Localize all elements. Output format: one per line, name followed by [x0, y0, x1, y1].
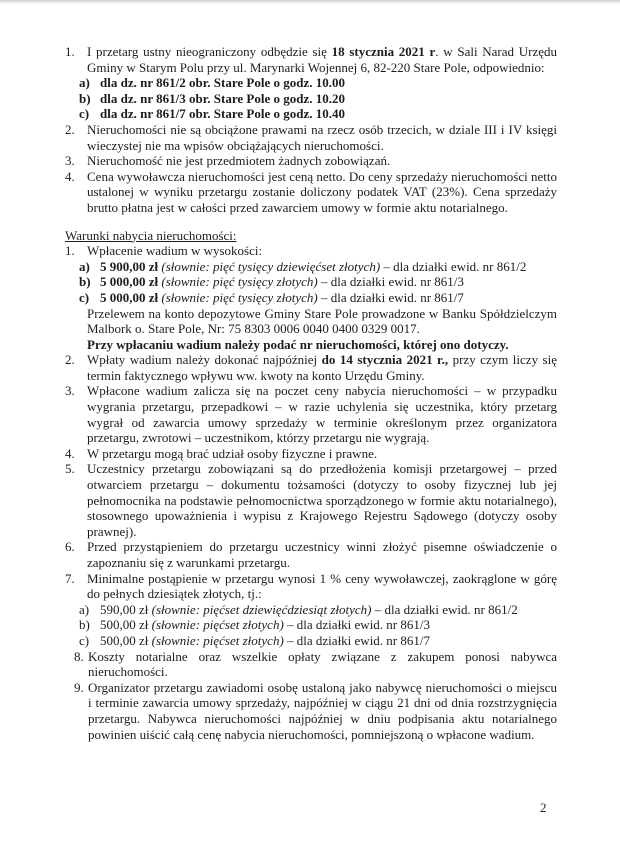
item-number: 2.: [65, 352, 75, 368]
item-number: 4.: [65, 168, 75, 184]
sub-item-text: dla dz. nr 861/2 obr. Stare Pole o godz. 10.00: [100, 75, 345, 91]
increment-amount: 500,00 zł: [100, 617, 152, 633]
item-body: [79, 44, 557, 122]
item-text: Cena wywoławcza nieruchomości jest ceną netto. Do ceny sprzedaży nieruchomości netto ustalonej w wyniku przetargu zostanie doliczony podatek VAT (23%). Cena sprzedaży brutto płatna jest w całości przed zawarciem umowy w formie aktu notarialnego.: [87, 168, 557, 215]
amount-in-words: (słownie: pięćset dziewięćdziesiąt złotych): [151, 601, 372, 617]
terms-item-3: [65, 383, 557, 445]
sub-item-text: dla dz. nr 861/3 obr. Stare Pole o godz. 10.20: [100, 90, 345, 106]
item-body: [87, 352, 557, 383]
section-heading-text: Warunki nabycia nieruchomości:: [65, 227, 237, 243]
sub-item-letter: a): [79, 601, 90, 617]
item-number: 6.: [65, 539, 75, 555]
wadium-bold-note: Przy wpłacaniu wadium należy podać nr nieruchomości, której ono dotyczy.: [87, 336, 509, 352]
item-number: 9.: [74, 679, 84, 695]
section-heading: [65, 228, 557, 244]
item-text: Minimalne postąpienie w przetargu wynosi 1 % ceny wywoławczej, zaokrąglone w górę do pełnych dziesiątek złotych, tj.:: [87, 570, 557, 602]
item-number: 1.: [65, 44, 75, 59]
scan-artifact-top: [0, 0, 620, 4]
sub-item-letter: a): [79, 75, 90, 91]
intro-item-1: [65, 44, 557, 122]
plot-reference: – dla działki ewid. nr 861/7: [317, 289, 464, 305]
item-number: 3.: [65, 153, 75, 169]
wadium-deadline-date: do 14 stycznia 2021 r.,: [321, 352, 449, 368]
intro-item-2: [65, 122, 557, 153]
amount-in-words: (słownie: pięć tysięcy złotych): [161, 274, 318, 290]
terms-item-6: [65, 539, 557, 570]
plot-reference: – dla działki ewid. nr 861/3: [283, 617, 430, 633]
postapienie-sub-b: [79, 617, 557, 633]
amount-in-words: (słownie: pięćset złotych): [151, 632, 284, 648]
item-text: . w Sali Narad Urzędu Gminy w Starym Polu przy ul. Marynarki Wojennej 6, 82-220 Stare Pole, odpowiednio:: [87, 44, 557, 75]
sub-item-text: [100, 274, 464, 290]
item-text: Koszty notarialne oraz wszelkie opłaty związane z zakupem ponosi nabywca nieruchomości.: [88, 648, 557, 680]
sub-item-letter: c): [79, 632, 90, 648]
item-text: Przed przystąpieniem do przetargu uczestnicy winni złożyć pisemne oświadczenie o zapoznaniu się z warunkami przetargu.: [87, 539, 557, 570]
terms-item-2: [65, 352, 557, 383]
item-number: 8.: [74, 648, 84, 664]
item-text: Nieruchomości nie są obciążone prawami na rzecz osób trzecich, w dziale III i IV księgi wieczystej nie ma wpisów obciążających nieruchomości.: [87, 121, 557, 153]
sub-item-letter: a): [79, 258, 90, 274]
terms-item-7: [65, 571, 557, 649]
sub-item-text: [100, 617, 430, 633]
item-body: [79, 570, 557, 649]
wadium-sub-a: [79, 259, 557, 275]
item-text: I przetarg ustny nieograniczony odbędzie się: [87, 44, 332, 59]
item-text: przy czym liczy się termin faktycznego wpływu ww. kwoty na konto Urzędu Gminy.: [87, 352, 557, 383]
wadium-amount: 5 900,00 zł: [100, 258, 162, 274]
page-number: 2: [540, 800, 547, 815]
item-number: 3.: [65, 383, 75, 399]
terms-item-8: [74, 649, 557, 680]
document-body: [65, 44, 557, 742]
terms-item-5: [65, 461, 557, 539]
item-text: W przetargu mogą brać udział osoby fizyczne i prawne.: [87, 445, 378, 461]
terms-item-1: [65, 243, 557, 352]
item-number: 7.: [65, 570, 75, 586]
sub-item-letter: b): [79, 617, 90, 633]
item-text: Wpłacone wadium zalicza się na poczet ceny nabycia nieruchomości – w przypadku wygrania przetargu, przepadkowi – w razie uchylenia się uczestnika, który przetarg wygrał od zawarcia umowy sprzedaży w terminie określonym przez organizatora przetargu, zwrotowi – uczestnikom, którzy przetargu nie wygrają.: [87, 383, 557, 446]
sub-item-text: [100, 290, 464, 306]
item-body: [79, 243, 557, 352]
intro-item-4: [65, 169, 557, 216]
item-number: 4.: [65, 445, 75, 461]
intro-sub-c: [79, 106, 557, 122]
postapienie-sub-a: [79, 602, 557, 618]
terms-item-9: [74, 680, 557, 742]
sub-item-text: [100, 633, 430, 649]
item-number: 1.: [65, 243, 75, 259]
increment-amount: 590,00 zł: [100, 601, 152, 617]
item-number: 5.: [65, 461, 75, 477]
increment-amount: 500,00 zł: [100, 632, 152, 648]
sub-item-letter: b): [79, 90, 91, 106]
sub-item-letter: c): [79, 106, 90, 122]
sub-item-letter: c): [79, 289, 90, 305]
intro-sub-a: [79, 75, 557, 91]
plot-reference: – dla działki ewid. nr 861/7: [283, 632, 430, 648]
terms-item-4: [65, 446, 557, 462]
item-text: Uczestnicy przetargu zobowiązani są do przedłożenia komisji przetargowej – przed otwarciem przetargu – dokumentu tożsamości (dotyczy to osoby fizycznej lub jej pełnomocnika na podstawie pełnomocnictwa sporządzonego w formie aktu notarialnego), stosownego upoważnienia i wypisu z Krajowego Rejestru Sądowego (dotyczy osoby prawnej).: [87, 461, 557, 539]
item-number: 2.: [65, 121, 75, 137]
sub-item-letter: b): [79, 274, 91, 290]
item-text: Organizator przetargu zawiadomi osobę ustaloną jako nabywcę nieruchomości o miejscu i terminie zawarcia umowy sprzedaży, najpóźniej w ciągu 21 dni od dnia rozstrzygnięcia przetargu. Nabywca nieruchomości najpóźniej w dniu podpisania aktu notarialnego powinien uiścić całą cenę nabycia nieruchomości, pomniejszoną o wpłacone wadium.: [88, 679, 557, 742]
wadium-sub-b: [79, 274, 557, 290]
wadium-amount: 5 000,00 zł: [100, 289, 162, 305]
amount-in-words: (słownie: pięć tysięcy dziewięćset złotych): [161, 258, 381, 274]
sub-item-text: [100, 259, 526, 275]
item-text: Wpłaty wadium należy dokonać najpóźniej: [87, 352, 322, 368]
item-text: Wpłacenie wadium w wysokości:: [87, 243, 263, 259]
wadium-sub-c: [79, 290, 557, 306]
sub-item-text: [100, 602, 518, 618]
plot-reference: – dla działki ewid. nr 861/2: [371, 601, 518, 617]
intro-item-3: [65, 153, 557, 169]
plot-reference: – dla działki ewid. nr 861/2: [380, 258, 527, 274]
sub-item-text: dla dz. nr 861/7 obr. Stare Pole o godz. 10.40: [100, 106, 345, 122]
plot-reference: – dla działki ewid. nr 861/3: [317, 274, 464, 290]
bank-transfer-details: Przelewem na konto depozytowe Gminy Stare Pole prowadzone w Banku Spółdzielczym Malbork o. Stare Pole, Nr: 75 8303 0006 0040 0400 0329 0017.: [87, 305, 557, 337]
amount-in-words: (słownie: pięć tysięcy złotych): [161, 289, 318, 305]
intro-sub-b: [79, 91, 557, 107]
postapienie-sub-c: [79, 633, 557, 649]
wadium-amount: 5 000,00 zł: [100, 274, 162, 290]
item-text: Nieruchomość nie jest przedmiotem żadnych zobowiązań.: [87, 153, 391, 169]
amount-in-words: (słownie: pięćset złotych): [151, 617, 284, 633]
auction-date: 18 stycznia 2021 r: [331, 44, 436, 59]
